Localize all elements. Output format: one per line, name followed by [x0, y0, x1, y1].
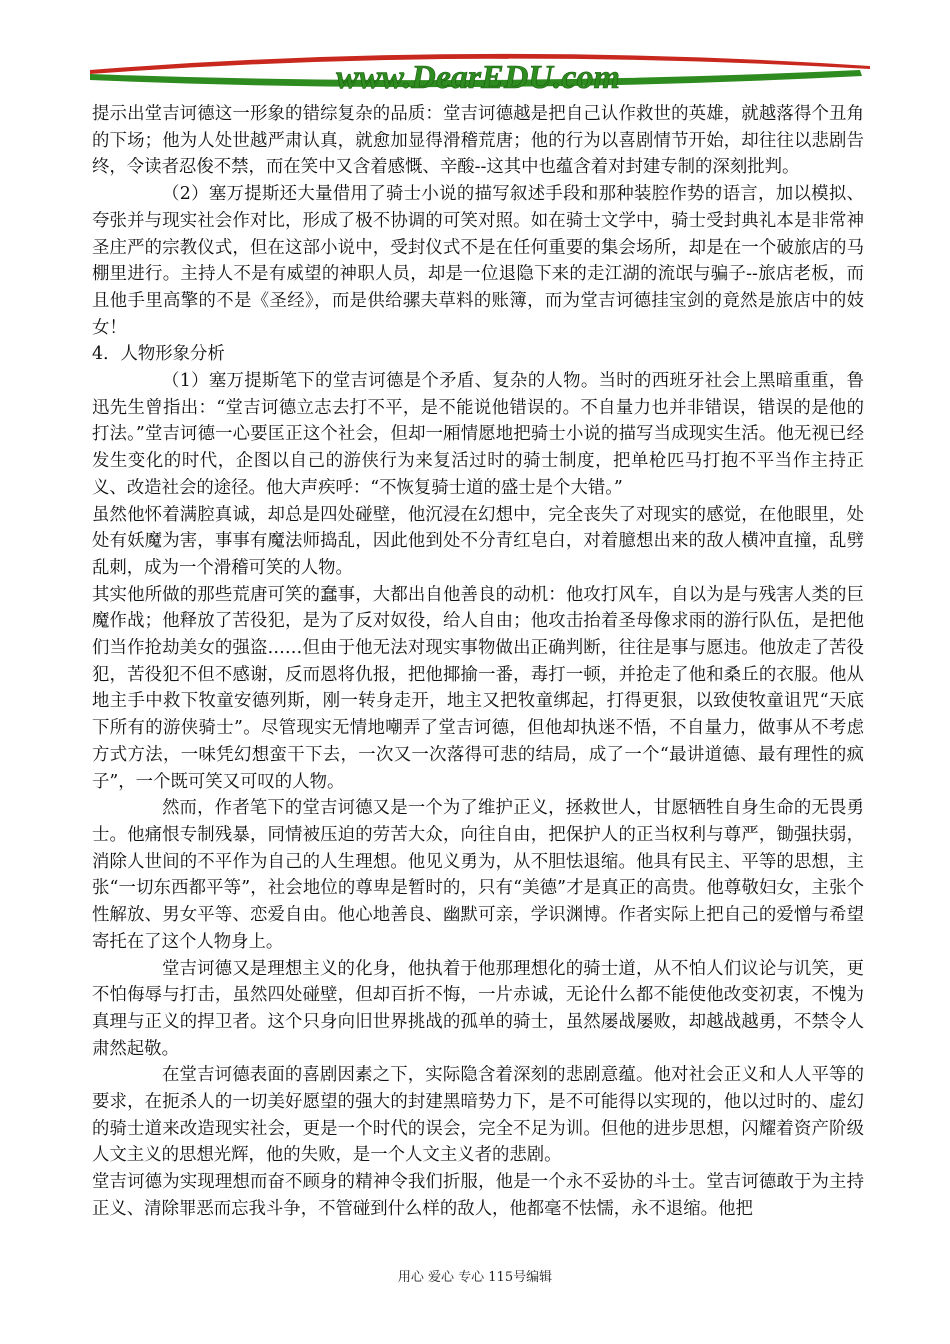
paragraph-6: 然而，作者笔下的堂吉诃德又是一个为了维护正义，拯救世人，甘愿牺牲自身生命的无畏勇士。他痛恨专制残暴，同情被压迫的劳苦大众，向往自由，把保护人的正当权利与尊严，锄强扶弱，消除人世间的不平作为自己的人生理想。他见义勇为，从不胆怯退缩。他具有民主、平等的思想，主张“一切东西都平等”，社会地位的尊卑是暂时的，只有“美德”才是真正的高贵。他尊敬妇女，主张个性解放、男女平等、恋爱自由。他心地善良、幽默可亲，学识渊博。作者实际上把自己的爱憎与希望寄托在了这个人物身上。 — [92, 798, 864, 952]
paragraph-1: 提示出堂吉诃德这一形象的错综复杂的品质：堂吉诃德越是把自己认作救世的英雄，就越落得个丑角的下场；他为人处世越严肃认真，就愈加显得滑稽荒唐；他的行为以喜剧情节开始，却往往以悲剧告终，令读者忍俊不禁，而在笑中又含着感慨、辛酸--这其中也蕴含着对封建专制的深刻批判。 — [92, 104, 864, 178]
site-logo: www.DearEDU.com — [336, 59, 620, 96]
header-banner — [0, 0, 950, 100]
article-body — [92, 101, 864, 1223]
section-heading: 4．人物形象分析 — [92, 344, 225, 365]
paragraph-5: 其实他所做的那些荒唐可笑的蠢事，大都出自他善良的动机：他攻打风车，自以为是与残害人类的巨魔作战；他释放了苦役犯，是为了反对奴役，给人自由；他攻击抬着圣母像求雨的游行队伍，是把他们当作抢劫美女的强盗……但由于他无法对现实事物做出正确判断，往往是事与愿违。他放走了苦役犯，苦役犯不但不感谢，反而恩将仇报，把他揶揄一番，毒打一顿，并抢走了他和桑丘的衣服。他从地主手中救下牧童安德列斯，刚一转身走开，地主又把牧童绑起，打得更狠，以致使牧童诅咒“天底下所有的游侠骑士”。尽管现实无情地嘲弄了堂吉诃德，但他却执迷不悟，不自量力，做事从不考虑方式方法，一味凭幻想蛮干下去，一次又一次落得可悲的结局，成了一个“最讲道德、最有理性的疯子”，一个既可笑又可叹的人物。 — [92, 584, 864, 792]
page-footer: 用心 爱心 专心 115号编辑 — [397, 1270, 553, 1285]
paragraph-9: 堂吉诃德为实现理想而奋不顾身的精神令我们折服，他是一个永不妥协的斗士。堂吉诃德敢于为主持正义、清除罪恶而忘我斗争，不管碰到什么样的敌人，他都毫不怯懦，永不退缩。他把 — [92, 1172, 864, 1219]
paragraph-3: （1）塞万提斯笔下的堂吉诃德是个矛盾、复杂的人物。当时的西班牙社会上黑暗重重，鲁迅先生曾指出：“堂吉诃德立志去打不平，是不能说他错误的。不自量力也并非错误，错误的是他的打法。”堂吉诃德一心要匡正这个社会，但却一厢情愿地把骑士小说的描写当成现实生活。他无视已经发生变化的时代，企图以自己的游侠行为来复活过时的骑士制度，把单枪匹马打抱不平当作主持正义、改造社会的途径。他大声疾呼：“不恢复骑士道的盛士是个大错。” — [92, 371, 864, 498]
paragraph-4: 虽然他怀着满腔真诚，却总是四处碰壁，他沉浸在幻想中，完全丧失了对现实的感觉，在他眼里，处处有妖魔为害，事事有魔法师捣乱，因此他到处不分青红皂白，对着臆想出来的敌人横冲直撞，乱劈乱刺，成为一个滑稽可笑的人物。 — [92, 504, 864, 578]
paragraph-2: （2）塞万提斯还大量借用了骑士小说的描写叙述手段和那种装腔作势的语言，加以模拟、夸张并与现实社会作对比，形成了极不协调的可笑对照。如在骑士文学中，骑士受封典礼本是非常神圣庄严的宗教仪式，但在这部小说中，受封仪式不是在任何重要的集会场所，却是在一个破旅店的马棚里进行。主持人不是有威望的神职人员，却是一位退隐下来的走江湖的流氓与骗子--旅店老板，而且他手里高擎的不是《圣经》，而是供给骡夫草料的账簿，而为堂吉诃德挂宝剑的竟然是旅店中的妓女！ — [92, 184, 864, 338]
paragraph-8: 在堂吉诃德表面的喜剧因素之下，实际隐含着深刻的悲剧意蕴。他对社会正义和人人平等的要求，在扼杀人的一切美好愿望的强大的封建黑暗势力下，是不可能得以实现的，他以过时的、虚幻的骑士道来改造现实社会，更是一个时代的误会，完全不足为训。但他的进步思想，闪耀着资产阶级人文主义的思想光辉，他的失败，是一个人文主义者的悲剧。 — [92, 1065, 864, 1166]
paragraph-7: 堂吉诃德又是理想主义的化身，他执着于他那理想化的骑士道，从不怕人们议论与讥笑，更不怕侮辱与打击，虽然四处碰壁，但却百折不悔，一片赤诚，无论什么都不能使他改变初衷，不愧为真理与正义的捍卫者。这个只身向旧世界挑战的孤单的骑士，虽然屡战屡败，却越战越勇，不禁令人肃然起敬。 — [92, 958, 864, 1059]
page-header — [0, 0, 950, 100]
